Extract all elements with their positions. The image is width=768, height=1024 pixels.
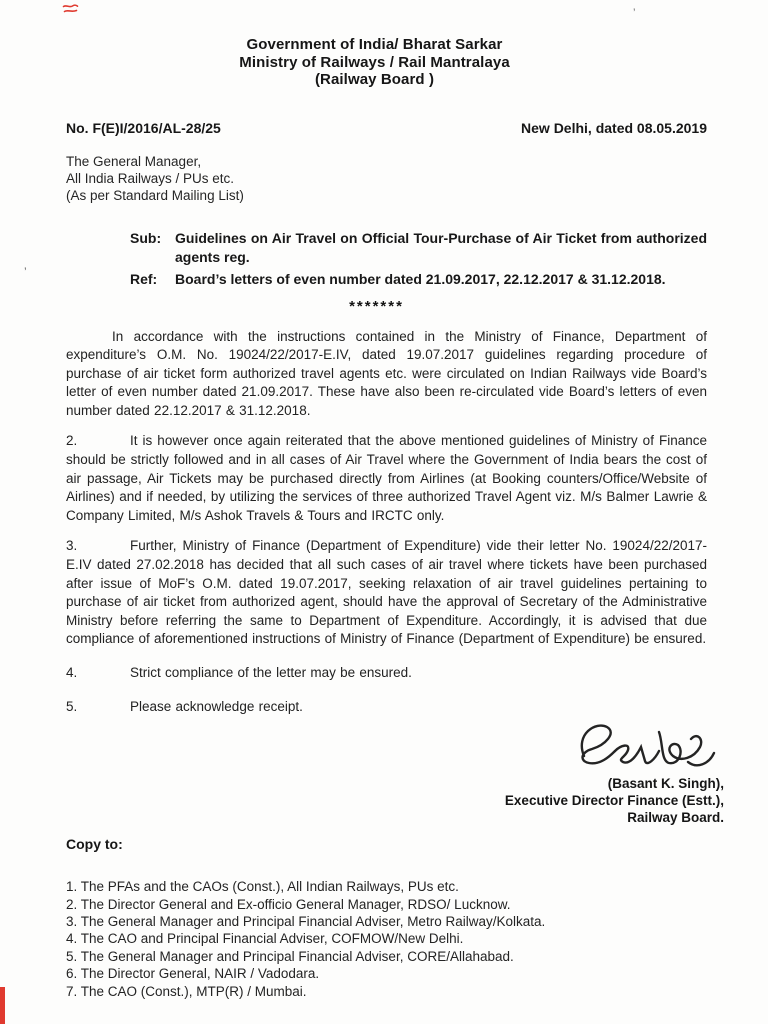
place-and-date: New Delhi, dated 08.05.2019 [521,119,707,136]
paragraph-number: 4. [66,665,78,680]
paragraph-1 [66,328,707,421]
signatory-designation: Executive Director Finance (Estt.), [504,793,724,809]
signature-block [66,718,724,826]
paragraph-text: It is however once again reiterated that the above mentioned guidelines of Ministry of Finance should be strictly followed and in all cases of Air Travel where the Government of India bears the cost of air passage, Air Tickets may be purchased directly from Airlines (at Booking counters/Office/Website of Airlines) and if needed, by utilizing the services of three authorized Travel Agent viz. M/s Balmer Lawrie & Company Limited, M/s Ashok Travels & Tours and IRCTC only. [66,433,707,523]
letterhead [66,36,707,89]
signature-scribble-icon [570,718,718,776]
ref-text: Board’s letters of even number dated 21.09.2017, 22.12.2017 & 31.12.2018. [175,270,666,287]
paragraph-text: Strict compliance of the letter may be ensured. [130,665,412,680]
paragraph-5 [66,698,707,717]
subject-text: Guidelines on Air Travel on Official Tour-Purchase of Air Ticket from authorized agents reg. [175,229,707,265]
letter-number: No. F(E)I/2016/AL-28/25 [66,119,221,136]
copy-to-item: 7. The CAO (Const.), MTP(R) / Mumbai. [66,983,307,999]
paragraph-number: 5. [66,698,78,714]
letterhead-line-ministry: Ministry of Railways / Rail Mantralaya [239,53,510,71]
letterhead-line-govt: Government of India/ Bharat Sarkar [246,36,503,53]
copy-to-item: 6. The Director General, NAIR / Vadodara. [66,966,320,982]
paragraph-text: Further, Ministry of Finance (Department of Expenditure) vide their letter No. 19024/22/2017-E.IV dated 27.02.2018 has decided that all such cases of air travel where tickets have been purchased after issue of MoF’s O.M. dated 19.07.2017, seeking relaxation of air travel guidelines pertaining to purchase of air ticket from authorized agent, should have the approval of Secretary of the Administrative Ministry before referring the same to Department of Expenditure. Accordingly, it is advised that due compliance of aforementioned instructions of Ministry of Finance (Department of Expenditure) be ensured. [66,538,707,647]
scan-speck: ’ [24,265,27,279]
separator-stars: ******* [349,297,404,315]
subject-row [130,229,707,267]
scan-speck: ’ [633,7,636,19]
copy-to-item: 1. The PFAs and the CAOs (Const.), All Indian Railways, PUs etc. [66,879,459,895]
copy-to-list [66,878,707,1000]
addressee-block [66,153,707,204]
reference-line-row [130,270,707,289]
paragraph-3 [66,537,707,649]
copy-to-item: 5. The General Manager and Principal Financial Adviser, CORE/Allahabad. [66,948,514,964]
paragraph-2 [66,432,707,525]
red-pen-mark-icon [62,3,79,15]
signatory-name: (Basant K. Singh), [607,776,724,792]
reference-row [66,120,707,136]
addressee-line: All India Railways / PUs etc. [66,170,235,186]
paragraph-text: Please acknowledge receipt. [130,698,303,714]
red-edge-strip [0,987,5,1024]
copy-to-item: 3. The General Manager and Principal Financial Adviser, Metro Railway/Kolkata. [66,914,546,929]
paragraph-text: In accordance with the instructions contained in the Ministry of Finance, Department of expenditure’s O.M. No. 19024/22/2017-E.IV, dated 19.07.2017 guidelines regarding procedure of purchase of air ticket form authorized travel agents etc. were circulated on Indian Railways vide Board’s letter of even number dated 21.09.2017. These have also been re-circulated vide Board’s letters of even number dated 22.12.2017 & 31.12.2018. [66,328,707,418]
paragraph-4 [66,664,707,683]
paragraph-number: 3. [66,538,78,554]
ref-label: Ref: [130,270,158,287]
addressee-line: (As per Standard Mailing List) [66,187,244,203]
copy-to-heading: Copy to: [66,836,123,853]
addressee-line: The General Manager, [66,153,202,169]
subject-label: Sub: [130,229,162,246]
subject-block [130,229,707,289]
copy-to-item: 4. The CAO and Principal Financial Adviser, COFMOW/New Delhi. [66,931,464,947]
letterhead-line-board: (Railway Board ) [314,71,435,88]
paragraph-number: 2. [66,433,78,449]
copy-to-item: 2. The Director General and Ex-officio General Manager, RDSO/ Lucknow. [66,896,511,912]
signatory-organization: Railway Board. [627,810,724,826]
